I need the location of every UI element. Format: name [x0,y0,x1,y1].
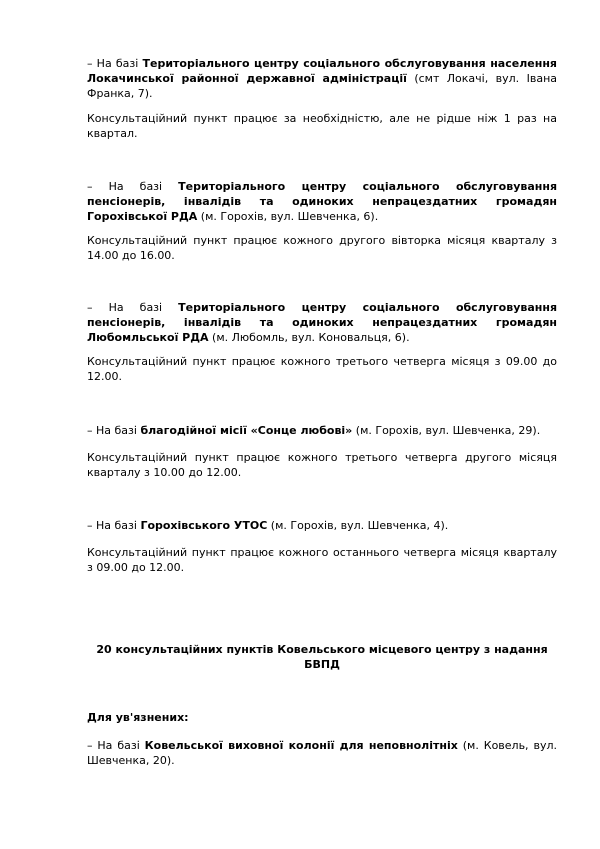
entry-location-6 [87,738,557,768]
entry-address: (м. Ковель, вул. Шевченка, 20). [87,739,557,767]
organization-name: Територіального центру соціального обслуговування пенсіонерів, інвалідів та одиноких непрацездатних громадян Любомльської РДА [87,301,558,344]
entry-address: (смт Локачі, вул. Івана Франка, 7). [87,72,558,100]
entry-location-5 [87,518,557,533]
entry-schedule-2: Консультаційний пункт працює кожного другого вівторка місяця кварталу з 14.00 до 16.00. [87,234,557,262]
section-heading: 20 консультаційних пунктів Ковельського місцевого центру з надання БВПД [96,643,548,671]
entry-prefix: – На базі [87,57,143,70]
entry-location-2 [87,179,557,224]
entry-prefix: – На базі [87,424,141,437]
entry-prefix: – На базі [87,739,145,752]
entry-schedule-1: Консультаційний пункт працює за необхідністю, але не рідше ніж 1 раз на квартал. [87,112,557,140]
organization-name: Територіального центру соціального обслуговування населення Локачинської районної державної адміністрації [87,57,557,85]
entry-address: (м. Горохів, вул. Шевченка, 4). [267,519,449,532]
entry-location-1 [87,56,557,101]
entry-address: (м. Горохів, вул. Шевченка, 6). [197,210,379,223]
entry-prefix: – На базі [87,519,141,532]
organization-name: благодійної місії «Сонце любові» [140,424,353,437]
organization-name: Територіального центру соціального обслуговування пенсіонерів, інвалідів та одиноких непрацездатних громадян Горохівської РДА [87,180,558,223]
entry-schedule-5: Консультаційний пункт працює кожного останнього четверга місяця кварталу з 09.00 до 12.00. [87,546,557,574]
entry-location-4 [87,423,557,438]
entry-prefix: – На базі [87,301,179,314]
entry-schedule-4: Консультаційний пункт працює кожного третього четверга другого місяця кварталу з 10.00 до 12.00. [87,451,557,479]
organization-name: Ковельської виховної колонії для неповнолітніх [144,739,458,752]
entry-address: (м. Любомль, вул. Коновальця, 6). [208,331,410,344]
entry-schedule-3: Консультаційний пункт працює кожного третього четверга місяця з 09.00 до 12.00. [87,355,557,383]
organization-name: Горохівського УТОС [140,519,268,532]
entry-address: (м. Горохів, вул. Шевченка, 29). [352,424,541,437]
subheading: Для ув'язнених: [87,711,189,724]
entry-location-3 [87,300,557,345]
entry-prefix: – На базі [87,180,179,193]
